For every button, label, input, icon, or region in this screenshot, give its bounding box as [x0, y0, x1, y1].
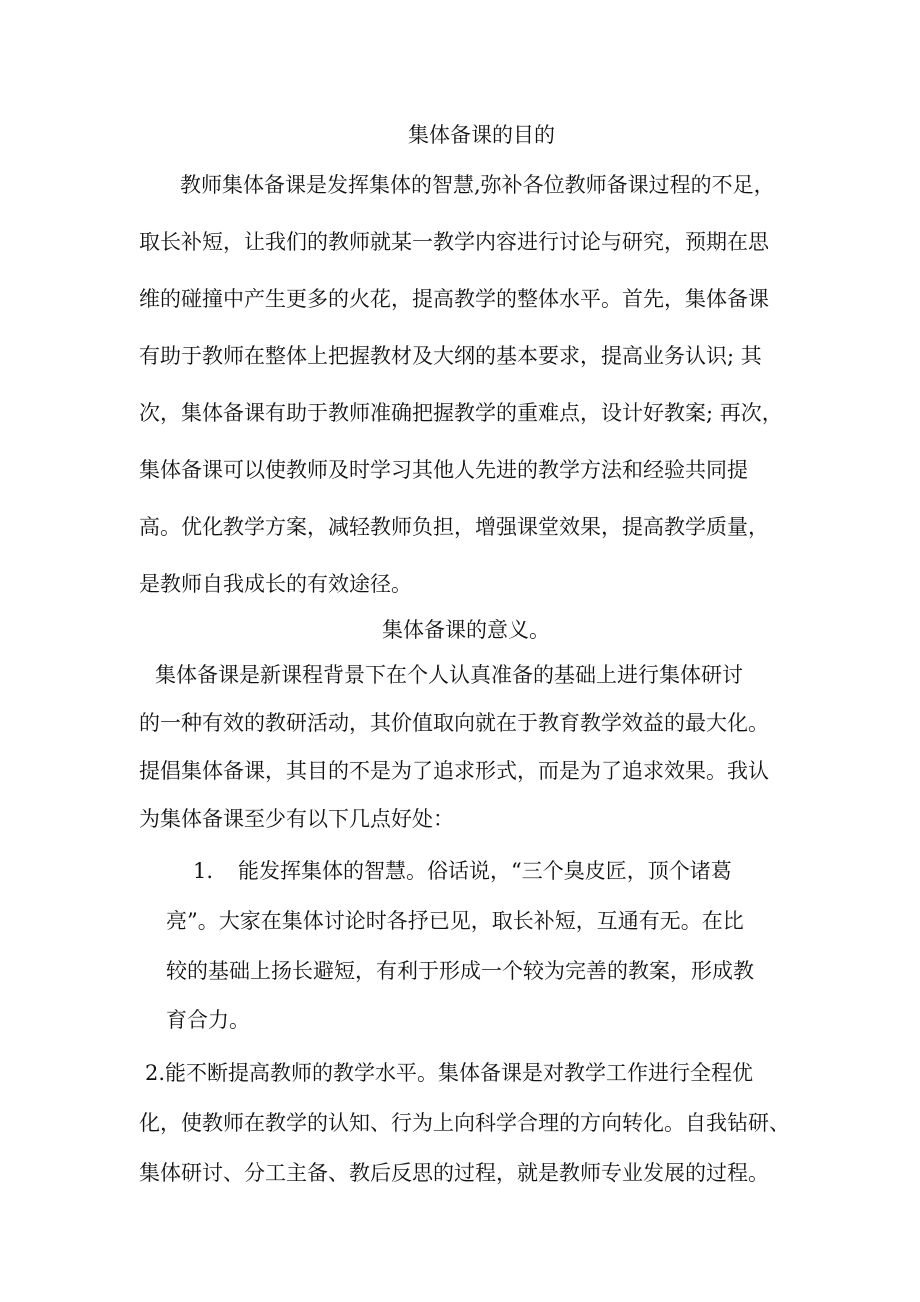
paragraph-line: 有助于教师在整体上把握教材及大纲的基本要求，提高业务认识; 其 — [139, 344, 762, 368]
paragraph-line: 集体备课可以使教师及时学习其他人先进的教学方法和经验共同提 — [139, 458, 748, 482]
list-item-text: 集体研讨、分工主备、教后反思的过程，就是教师专业发展的过程。 — [139, 1161, 769, 1185]
list-item-text: 育合力。 — [166, 1008, 250, 1032]
paragraph-line: 的一种有效的教研活动，其价值取向就在于教育教学效益的最大化。 — [139, 711, 769, 735]
section-title-purpose: 集体备课的目的 — [408, 123, 555, 147]
list-item-text: 2.能不断提高教师的教学水平。集体备课是对教学工作进行全程优 — [145, 1061, 754, 1085]
list-item-text: 化，使教师在教学的认知、行为上向科学合理的方向转化。自我钻研、 — [139, 1111, 790, 1135]
paragraph-line: 高。优化教学方案，减轻教师负担，增强课堂效果，提高教学质量， — [139, 515, 769, 539]
paragraph-line: 为集体备课至少有以下几点好处： — [139, 807, 454, 831]
paragraph-line: 取长补短，让我们的教师就某一教学内容进行讨论与研究，预期在思 — [139, 230, 769, 254]
paragraph-line: 次，集体备课有助于教师准确把握教学的重难点，设计好教案; 再次， — [139, 401, 783, 425]
list-item-number: 1. — [193, 859, 214, 883]
section-title-meaning: 集体备课的意义。 — [382, 618, 550, 642]
paragraph-line: 教师集体备课是发挥集体的智慧,弥补各位教师备课过程的不足， — [180, 173, 775, 197]
paragraph-line: 集体备课是新课程背景下在个人认真准备的基础上进行集体研讨 — [155, 663, 743, 687]
paragraph-line: 维的碰撞中产生更多的火花，提高教学的整体水平。首先，集体备课 — [139, 287, 769, 311]
list-item-text: 亮”。大家在集体讨论时各抒已见，取长补短，互通有无。在比 — [166, 909, 744, 933]
list-item-text: 较的基础上扬长避短，有利于形成一个较为完善的教案，形成教 — [166, 959, 754, 983]
paragraph-line: 提倡集体备课，其目的不是为了追求形式，而是为了追求效果。我认 — [139, 759, 769, 783]
paragraph-line: 是教师自我成长的有效途径。 — [139, 572, 412, 596]
list-item-text: 能发挥集体的智慧。俗话说，“三个臭皮匠，顶个诸葛 — [238, 859, 732, 883]
